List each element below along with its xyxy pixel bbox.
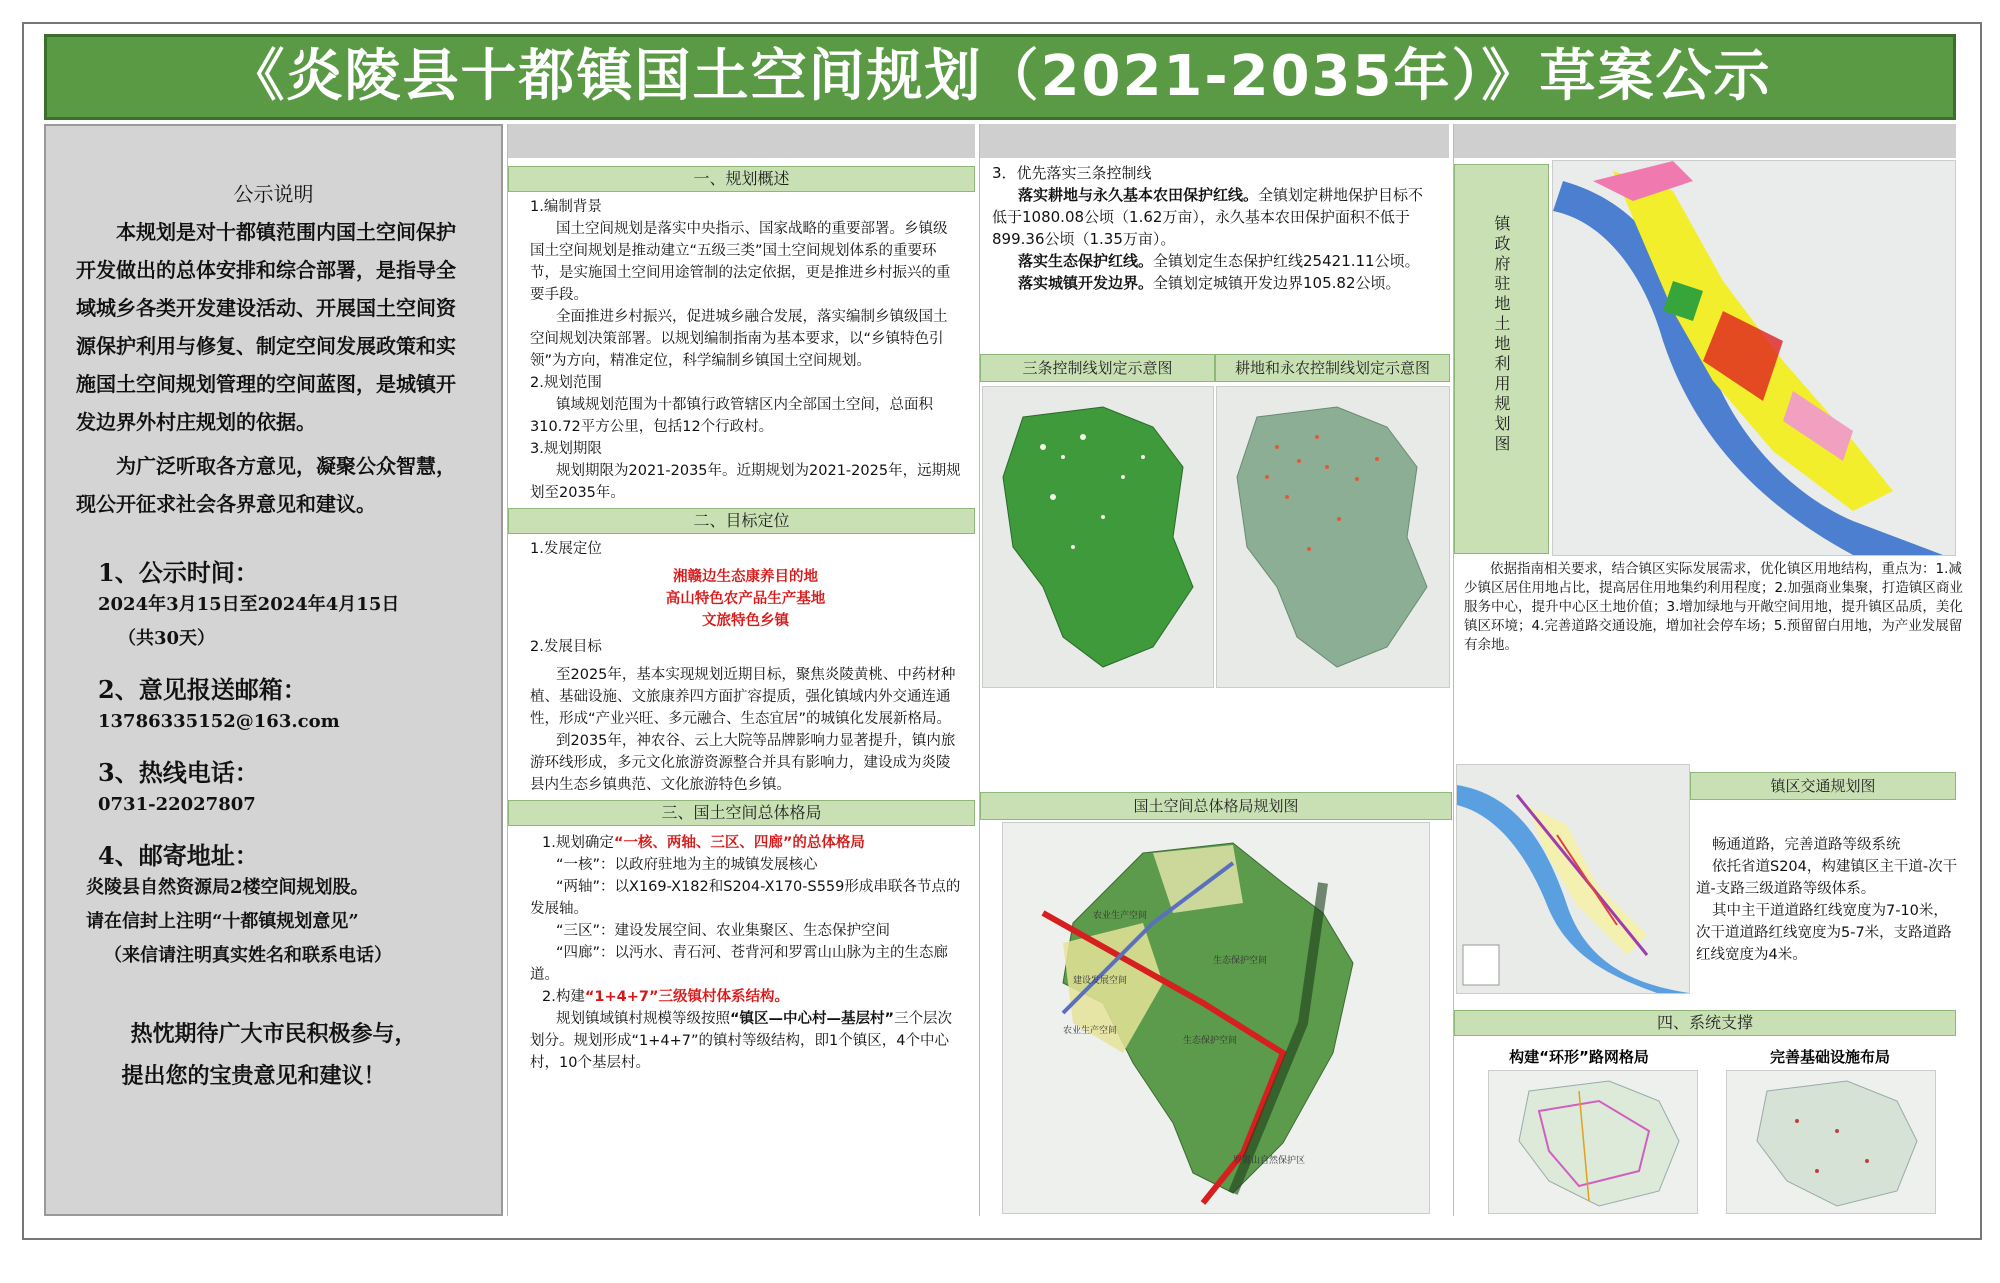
support-caption-road: 构建“环形”路网格局 [1509,1048,1649,1066]
notice-panel [44,124,503,1216]
support-caption-infra: 完善基础设施布局 [1769,1048,1890,1066]
background-para-2: 全面推进乡村振兴，促进城乡融合发展，落实编制乡镇级国土空间规划决策部署。以规划编制指南为基本要求，以“乡镇特色引领”为方向，精准定位，科学编制乡镇国土空间规划。 [530,309,948,369]
column-top-bar [1454,124,1956,158]
eco-line-text: 全镇划定生态保护红线25421.11公顷。 [1153,252,1420,270]
pattern-corridors: “四廊”：以沔水、青石河、苍背河和罗霄山山脉为主的生态廊道。 [530,945,949,983]
traffic-caption: 镇区交通规划图 [1690,772,1956,800]
mail-note-1: 请在信封上注明“十都镇规划意见” [86,911,359,932]
pattern-axes: “两轴”：以X169-X182和S204-X170-S559形成串联各节点的发展轴。 [530,879,961,917]
eco-line-label: 落实生态保护红线。 [1018,252,1154,270]
scope-para: 镇域规划范围为十都镇行政管辖区内全部国土空间，总面积310.72平方公里，包括12个行政村。 [530,397,933,435]
traffic-para-3: 其中主干道道路红线宽度为7-10米，次干道道路红线宽度为5-7米，支路道路红线宽度为4米。 [1696,903,1952,963]
control-lines-panel [979,124,1449,1216]
system-intro: 2.构建 [542,989,585,1005]
land-use-title: 镇政府驻地土地利用规划图 [1492,215,1511,455]
map-caption-three-lines: 三条控制线划定示意图 [980,354,1215,382]
positioning-3: 文旅特色乡镇 [702,613,789,629]
closing-line-2: 提出您的宝贵意见和建议！ [121,1063,386,1089]
background-heading: 1.编制背景 [530,199,602,215]
land-use-map [1552,160,1956,556]
pattern-intro: 1.规划确定 [542,835,614,851]
map-label-5: 生态保护空间 [1183,1036,1238,1046]
infrastructure-map [1726,1070,1936,1214]
urban-line-label: 落实城镇开发边界。 [1018,274,1154,292]
time-label: 1、公示时间： [98,558,259,587]
phone-value[interactable]: 0731-22027807 [98,794,256,815]
email-label: 2、意见报送邮箱： [98,675,307,704]
farmland-line-label: 落实耕地与永久基本农田保护红线。 [1018,186,1259,204]
email-value[interactable]: 13786335152@163.com [98,711,340,732]
column-top-bar [508,124,975,158]
scope-heading: 2.规划范围 [530,375,602,391]
map-label-4: 生态保护空间 [1213,956,1268,966]
closing-line-1: 热忱期待广大市民积极参与， [130,1021,417,1047]
urban-line-text: 全镇划定城镇开发边界105.82公顷。 [1153,274,1401,292]
section-heading-4: 四、系统支撑 [1454,1010,1956,1036]
vertical-title-box [1454,164,1549,554]
section-heading-2: 二、目标定位 [508,508,975,534]
section-heading-3: 三、国土空间总体格局 [508,800,975,826]
system-highlight: “1+4+7”三级镇村体系结构。 [584,989,789,1005]
map-label-2: 建设发展空间 [1073,976,1128,986]
mail-value: 炎陵县自然资源局2楼空间规划股。 [86,877,369,898]
map-label-1: 农业生产空间 [1093,911,1148,921]
traffic-para-2: 依托省道S204，构建镇区主干道-次干道-支路三级道路等级体系。 [1696,859,1958,897]
control-heading: 3．优先落实三条控制线 [992,164,1152,182]
farmland-map [1216,386,1450,688]
land-use-description: 依据指南相关要求，结合镇区实际发展需求，优化镇区用地结构，重点为：1.减少镇区居住用地占比，提高居住用地集约利用程度；2.加强商业集聚，打造镇区商业服务中心，提升中心区土地价值；3.增加绿地与开敞空间用地，提升镇区品质，美化镇区环境；4.完善道路交通设施，增加社会停车场；5.预留留白用地，为产业发展留有余地。 [1464,561,1963,653]
mail-note-2: （来信请注明真实姓名和联系电话） [104,945,392,966]
positioning-2: 高山特色农产品生产基地 [665,591,826,607]
pattern-core: “一核”：以政府驻地为主的城镇发展核心 [556,857,818,873]
period-para: 规划期限为2021-2035年。近期规划为2021-2025年，远期规划至2035年。 [530,463,961,501]
notice-para-1: 本规划是对十都镇范围内国土空间保护开发做出的总体安排和综合部署，是指导全域城乡各类开发建设活动、开展国土空间资源保护利用与修复、制定空间发展政策和实施国土空间规划管理的空间蓝图，是城镇开发边界外村庄规划的依据。 [76,220,456,434]
system-para-2: 三个层次划分。规划形成“1+4+7”的镇村等级结构，即1个镇区，4个中心村，10个基层村。 [530,1011,953,1071]
map-label-6: 罗霄山自然保护区 [1233,1156,1306,1166]
time-value: 2024年3月15日至2024年4月15日 [98,594,400,615]
goal-para-2: 到2035年，神农谷、云上大院等品牌影响力显著提升，镇内旅游环线形成，多元文化旅游资源整合并具有影响力，建设成为炎陵县内生态乡镇典范、文化旅游特色乡镇。 [530,733,956,793]
goal-para-1: 至2025年，基本实现规划近期目标，聚焦炎陵黄桃、中药材种植、基础设施、文旅康养四方面扩容提质，强化镇域内外交通连通性，形成“产业兴旺、多元融合、生态宜居”的城镇化发展新格局。 [530,667,956,727]
three-lines-map [982,386,1214,688]
mail-label: 4、邮寄地址： [98,841,259,870]
period-heading: 3.规划期限 [530,441,602,457]
spatial-pattern-map [1002,822,1430,1214]
map-caption-farmland: 耕地和永农控制线划定示意图 [1215,354,1450,382]
system-levels: “镇区—中心村—基层村” [730,1011,895,1027]
positioning-heading: 1.发展定位 [530,541,602,557]
traffic-para-1: 畅通道路，完善道路等级系统 [1712,837,1901,853]
map-caption-pattern: 国土空间总体格局规划图 [980,792,1452,820]
goal-heading: 2.发展目标 [530,639,602,655]
page-title: 《炎陵县十都镇国土空间规划（2021-2035年）》草案公示 [44,34,1956,120]
overview-panel [507,124,975,1216]
background-para-1: 国土空间规划是落实中央指示、国家战略的重要部署。乡镇级国土空间规划是推动建立“五级三类”国土空间规划体系的重要环节，是实施国土空间用途管制的法定依据，更是推进乡村振兴的重要手段。 [530,221,951,303]
time-days: （共30天） [118,628,216,649]
notice-para-2: 为广泛听取各方意见，凝聚公众智慧，现公开征求社会各界意见和建议。 [76,454,456,516]
town-planning-panel [1453,124,1963,1216]
traffic-map [1456,764,1690,994]
system-para-1: 规划镇域镇村规模等级按照 [556,1011,730,1027]
column-top-bar [980,124,1449,158]
pattern-zones: “三区”：建设发展空间、农业集聚区、生态保护空间 [556,923,891,939]
section-heading-1: 一、规划概述 [508,166,975,192]
farmland-line-text: 全镇划定耕地保护目标不低于1080.08公顷（1.62万亩），永久基本农田保护面积不低于899.36公顷（1.35万亩）。 [992,186,1424,248]
road-network-map [1488,1070,1698,1214]
map-label-3: 农业生产空间 [1063,1026,1118,1036]
phone-label: 3、热线电话： [98,758,259,787]
positioning-1: 湘赣边生态康养目的地 [673,569,818,585]
pattern-highlight: “一核、两轴、三区、四廊”的总体格局 [613,835,865,851]
notice-heading: 公示说明 [233,182,314,206]
